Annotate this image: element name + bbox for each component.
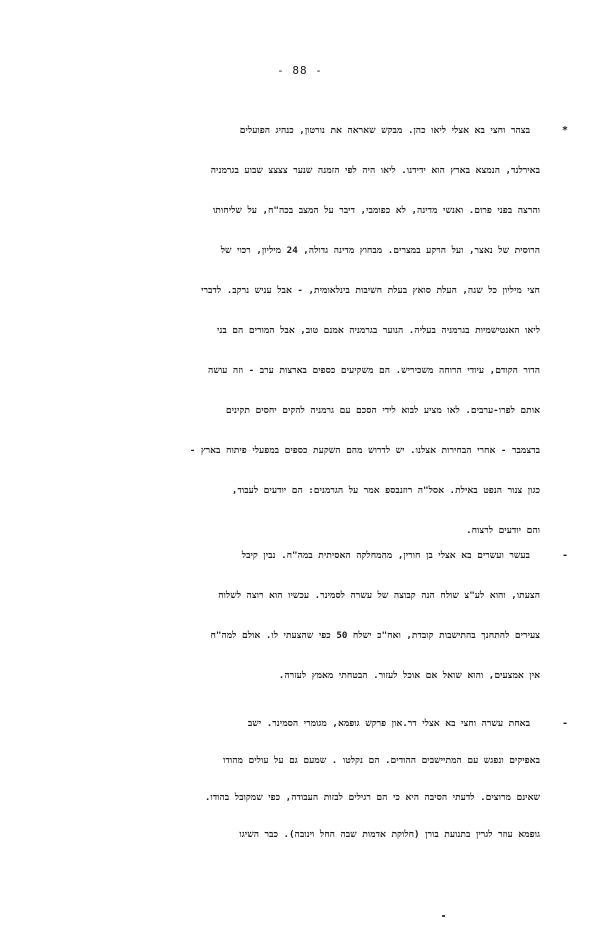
paragraph-line: אין אמצעים, והוא שואל אם אוכל לעזור. הבטחתי מאמץ לעזרה. (278, 670, 540, 681)
paragraph-line: כגון צנור הנפט באילת. אסל"ה רוזנבספ אמר על הגרמנים: הם יודעים לעבוד, (231, 485, 540, 496)
scan-mark (442, 915, 445, 917)
paragraph-bullet: - (561, 718, 568, 729)
paragraph-line: חצי מיליון כל שנה, העלת סואץ בעלת חשיבות בינלאומית, - אבל עניש נרקב. לדברי (201, 285, 540, 296)
paragraph-line: גופמא עוזר לגרין בתנועת בורן (חלוקת אדמות שבה החל וינובה). כבר השיגו (239, 829, 540, 840)
paragraph-line: בצהר וחצי בא אצלי ליאו כהן. מבקש שאראה את נורטון, כנהיג הפועלים (239, 125, 530, 136)
paragraph-line: באירלנד, הנמצא בארץ הוא ידידנו. ליאו היה לפי הזמנה שנער צצצצ שבוע בגרמניה (210, 165, 540, 176)
paragraph-line: הדור הקודם, עיודי הרוחה משכיריש. הם משקיעים כספים בארצות ערב - וזה עושה (208, 365, 540, 376)
page-number: - 88 - (277, 64, 323, 77)
paragraph-line: באחת עשרה וחצי בא אצלי דר.און פרקש גופמא, מגומרי הסמינר. ישב (247, 718, 530, 729)
paragraph-line: והרצה בפני פרום. ואנשי מדינה, לא כפומבי, דיבר על המצב בכה"ח, על שליחותו (212, 205, 540, 216)
paragraph-line: והם יודעים לרצוח. (466, 525, 540, 536)
paragraph-line: בעשר ועשרים בא אצלי בן חורין, מהמחלקה האסיתית במה"ח. נבין קיבל (241, 550, 530, 561)
paragraph-bullet: - (561, 550, 568, 561)
paragraph-line: שאינם מרוצים. לדעתי הסיבה היא כי הם רגילים לבזות העבודה, כפי שמקובל בהודו. (204, 792, 540, 803)
paragraph-line: אותם לפרו-ערבים. לאו מציע לבוא לידי הסכם עם גרמניה להקים יחסים תקינים (225, 405, 540, 416)
paragraph-line: באפיקים ונפגש עם המתיישבים ההודים. הם נקלטו . שמעם גם על עולים מהודו (223, 755, 540, 766)
paragraph-line: בדצמבר - אחרי הבחירות אצלנו. יש לדרוש מהם השקעת כספים במפעלי פיתוח בארץ - (189, 445, 540, 456)
paragraph-line: הרוסית של נאצר, ועל הרקע במצרים. מבחוץ מדינה גדולה, 24 מיליון, רכוי של (220, 245, 540, 256)
paragraph-line: ליאו האנטישמיות בגרמניה בעליה. הנוער בגרמניה אמנם טוב, אבל המורים הם בני (216, 325, 540, 336)
paragraph-line: הצעתו, והוא לע"צ שולח הנה קבוצה של עשרה לסמינר. עכשיו הוא רוצה לשלוח (218, 590, 540, 601)
paragraph-bullet: * (561, 125, 568, 136)
paragraph-line: צעירים להתחנך בהתישבות קובדת, ואח"כ ישלח 50 כפי שהצעתי לו. אולם למה"ח (210, 630, 540, 641)
